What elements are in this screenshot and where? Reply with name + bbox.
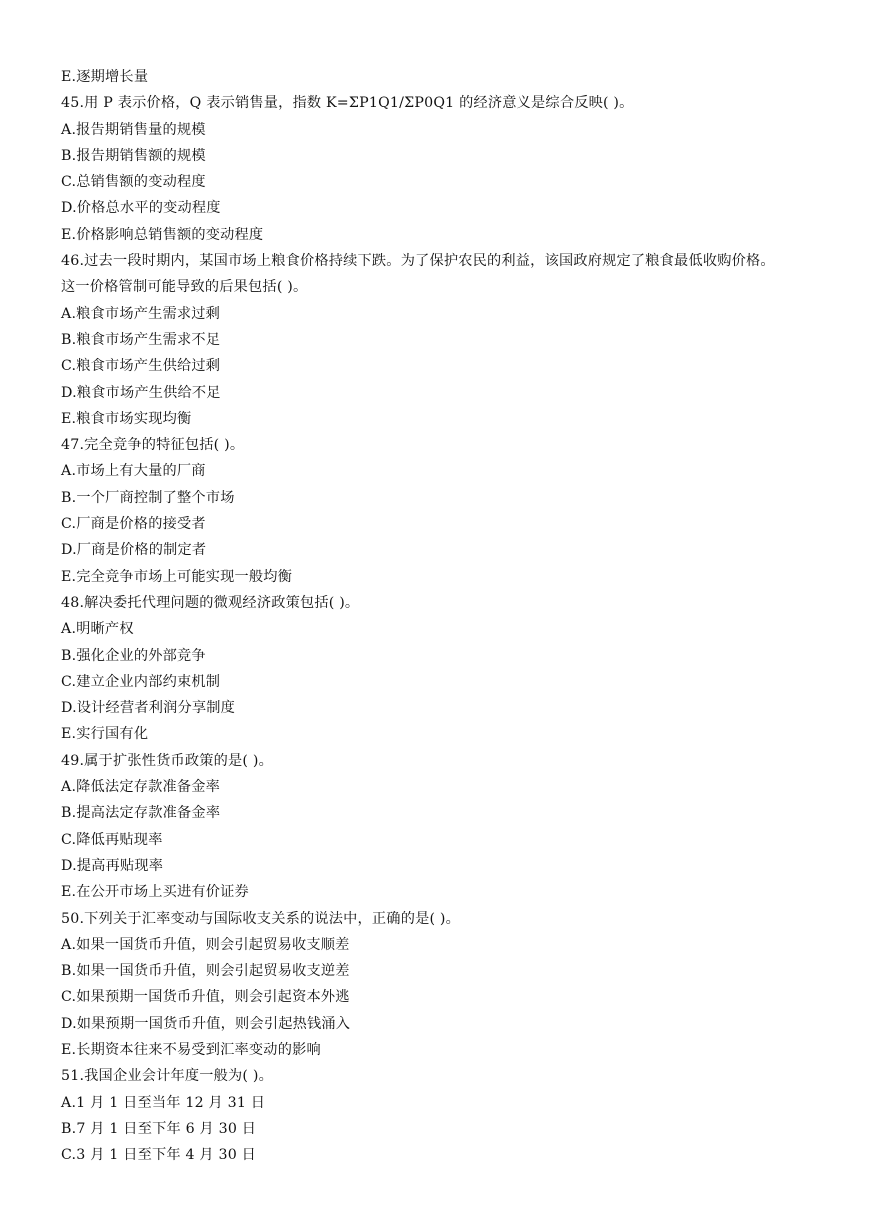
question-line: 46.过去一段时期内，某国市场上粮食价格持续下跌。为了保护农民的利益，该国政府规定了粮食最低收购价格。 (61, 253, 775, 270)
option-line: B.7 月 1 日至下年 6 月 30 日 (61, 1120, 257, 1137)
option-line: C.建立企业内部约束机制 (61, 673, 221, 690)
option-line: B.提高法定存款准备金率 (61, 805, 221, 822)
option-line: C.粮食市场产生供给过剩 (61, 358, 221, 375)
option-line: A.粮食市场产生需求过剩 (61, 305, 221, 322)
option-line: C.3 月 1 日至下年 4 月 30 日 (61, 1147, 257, 1164)
option-line: D.设计经营者利润分享制度 (61, 700, 236, 717)
option-line: A.市场上有大量的厂商 (61, 463, 206, 480)
option-line: E.价格影响总销售额的变动程度 (61, 226, 264, 243)
option-line: D.如果预期一国货币升值，则会引起热钱涌入 (61, 1015, 351, 1032)
option-line: B.如果一国货币升值，则会引起贸易收支逆差 (61, 963, 350, 980)
option-line: E.逐期增长量 (61, 69, 149, 85)
option-line: E.实行国有化 (61, 726, 149, 743)
option-line: A.降低法定存款准备金率 (61, 779, 221, 796)
option-line: A.报告期销售量的规模 (61, 121, 206, 138)
option-line: A.明晰产权 (61, 621, 134, 638)
option-line: B.强化企业的外部竞争 (61, 647, 206, 664)
option-line: E.完全竞争市场上可能实现一般均衡 (61, 568, 293, 585)
question-line: 这一价格管制可能导致的后果包括( )。 (61, 279, 308, 296)
option-line: D.粮食市场产生供给不足 (61, 384, 221, 401)
option-line: B.报告期销售额的规模 (61, 147, 206, 164)
option-line: D.提高再贴现率 (61, 857, 164, 874)
question-line: 48.解决委托代理问题的微观经济政策包括( )。 (61, 594, 360, 611)
option-line: E.粮食市场实现均衡 (61, 410, 192, 427)
question-line: 47.完全竞争的特征包括( )。 (61, 437, 245, 454)
option-line: A.如果一国货币升值，则会引起贸易收支顺差 (61, 936, 350, 953)
option-line: E.长期资本往来不易受到汇率变动的影响 (61, 1041, 321, 1058)
question-line: 50.下列关于汇率变动与国际收支关系的说法中，正确的是( )。 (61, 910, 461, 927)
option-line: B.粮食市场产生需求不足 (61, 331, 221, 348)
option-line: C.如果预期一国货币升值，则会引起资本外逃 (61, 989, 350, 1006)
question-line: 51.我国企业会计年度一般为( )。 (61, 1068, 273, 1085)
document-text (61, 64, 841, 1168)
option-line: D.厂商是价格的制定者 (61, 542, 207, 559)
option-line: C.总销售额的变动程度 (61, 174, 206, 191)
option-line: C.降低再贴现率 (61, 831, 163, 848)
question-line: 49.属于扩张性货币政策的是( )。 (61, 752, 273, 769)
option-line: D.价格总水平的变动程度 (61, 200, 221, 217)
option-line: E.在公开市场上买进有价证券 (61, 884, 249, 901)
option-line: B.一个厂商控制了整个市场 (61, 489, 235, 506)
option-line: A.1 月 1 日至当年 12 月 31 日 (61, 1094, 266, 1111)
option-line: C.厂商是价格的接受者 (61, 516, 206, 533)
question-line: 45.用 P 表示价格，Q 表示销售量，指数 K=ΣP1Q1/ΣP0Q1 的经济意义是综合反映( )。 (61, 95, 634, 112)
